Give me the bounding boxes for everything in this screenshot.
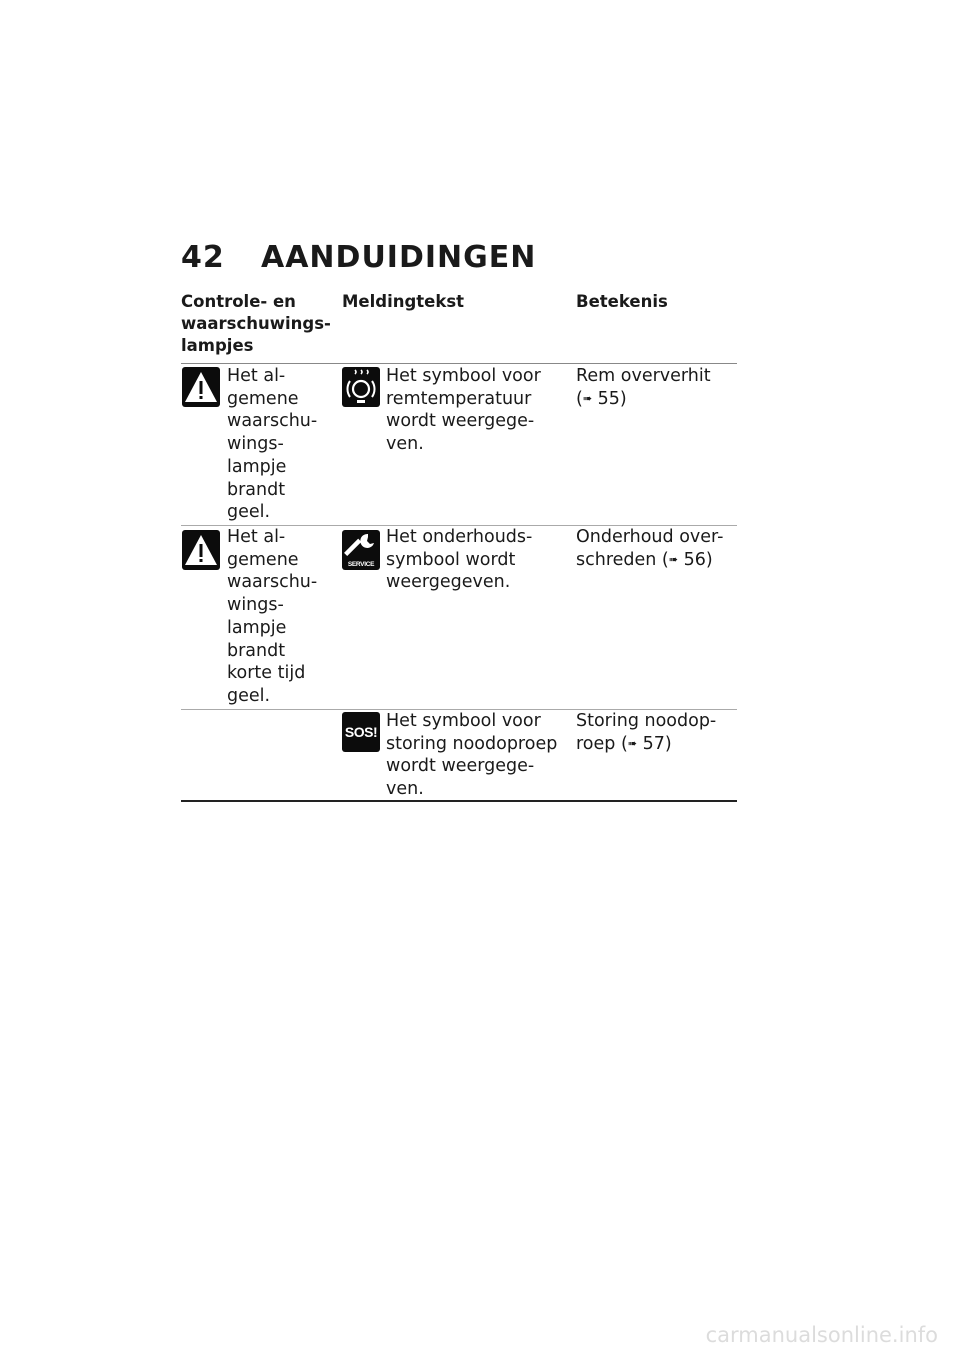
page-reference[interactable]: 55) (597, 388, 627, 409)
page-number: 42 (181, 240, 225, 275)
lamp-description: Het al- gemene waarschu- wings- lampje brandt korte tijd geel. (227, 527, 318, 706)
reference-arrow-icon: ➠ (582, 391, 593, 405)
column-header-message: Meldingtekst (342, 292, 465, 311)
message-text: Het symbool voor storing noodoproep wordt weergege- ven. (386, 711, 558, 800)
lamp-description: Het al- gemene waarschu- wings- lampje brandt geel. (227, 366, 318, 523)
meaning-text: Onderhoud over- schreden (➠ 56) (576, 527, 724, 570)
sos-icon: SOS! (342, 712, 380, 752)
column-header-lamps: Controle- en waarschuwings- lampjes (181, 292, 331, 355)
warning-triangle-icon (182, 367, 220, 407)
column-header-meaning: Betekenis (576, 292, 668, 311)
page-reference[interactable]: 57) (642, 733, 672, 754)
brake-temperature-icon (342, 367, 380, 407)
meaning-text: Storing noodop- roep (➠ 57) (576, 711, 717, 754)
section-title: AANDUIDINGEN (261, 240, 537, 275)
service-wrench-icon: SERVICE (342, 530, 380, 570)
table-header-divider (181, 363, 737, 364)
message-text: Het onderhouds- symbool wordt weergegeven. (386, 527, 533, 593)
reference-arrow-icon: ➠ (668, 552, 678, 566)
table-bottom-rule (181, 800, 737, 802)
reference-arrow-icon: ➠ (627, 736, 638, 750)
meaning-text: Rem oververhit (➠ 55) (576, 366, 711, 409)
message-text: Het symbool voor remtemperatuur wordt weergege- ven. (386, 366, 541, 455)
warning-triangle-icon (182, 530, 220, 570)
watermark: carmanualsonline.info (705, 1323, 938, 1347)
page-header (181, 240, 536, 275)
page-reference[interactable]: 56) (683, 549, 713, 570)
